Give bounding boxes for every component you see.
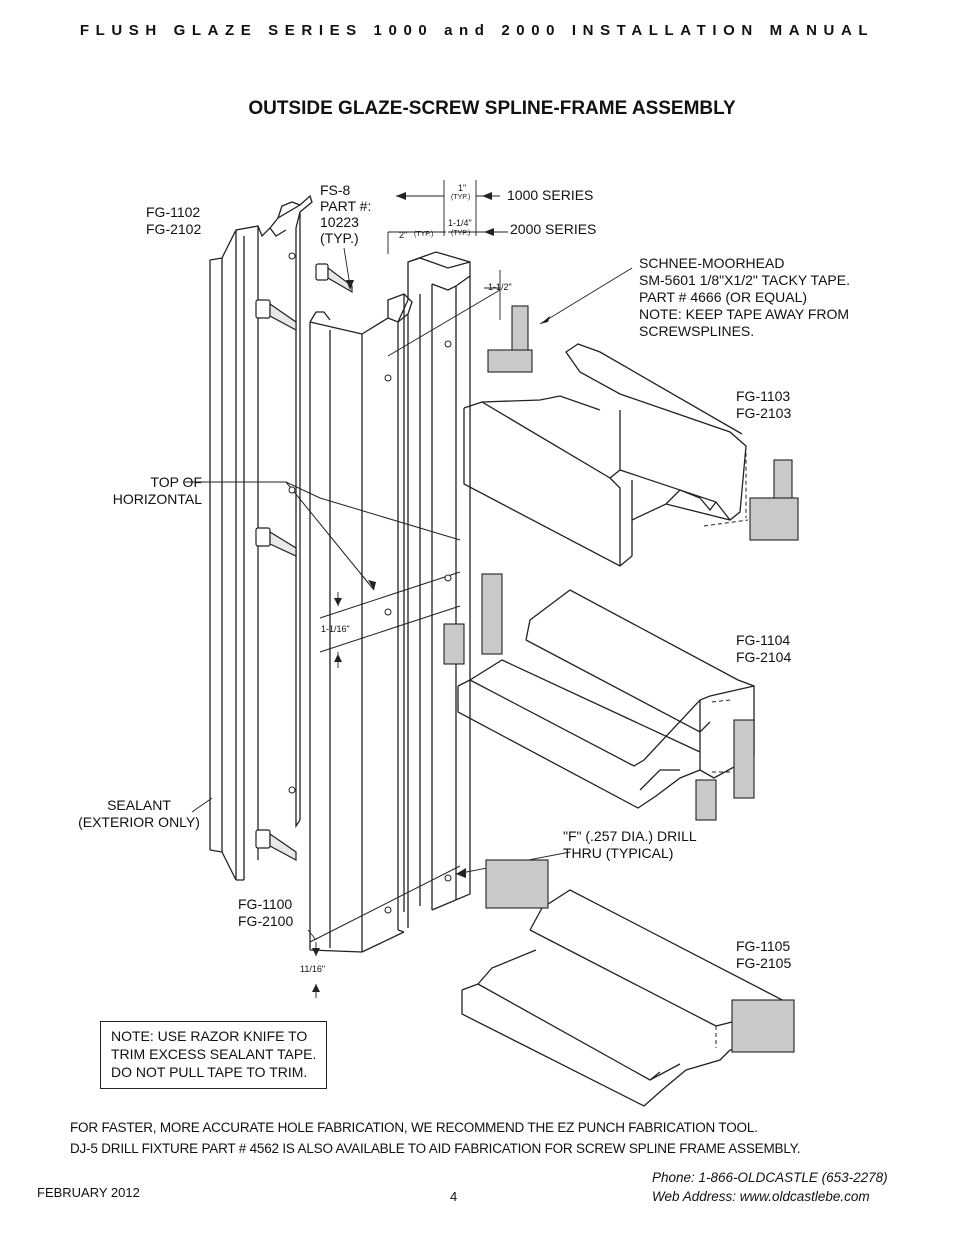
running-header: FLUSH GLAZE SERIES 1000 and 2000 INSTALLATION MANUAL [79, 22, 875, 39]
dim-1-14: 1-1/4" [448, 218, 472, 228]
footer-web: Web Address: www.oldcastlebe.com [652, 1189, 870, 1204]
screw-spline-bolt [256, 830, 296, 860]
label-tacky-tape: SCHNEE-MOORHEAD SM-5601 1/8"X1/2" TACKY TAPE. PART # 4666 (OR EQUAL) NOTE: KEEP TAPE AWAY FROM SCREWSPLINES. [639, 255, 850, 339]
screw-spline-bolt [256, 528, 296, 556]
label-fs8: FS-8 PART #: 10223 (TYP.) [320, 182, 372, 246]
mullion-top-channel [408, 252, 470, 910]
fs8-screw [316, 264, 352, 292]
note-box: NOTE: USE RAZOR KNIFE TO TRIM EXCESS SEALANT TAPE. DO NOT PULL TAPE TO TRIM. [100, 1021, 327, 1089]
tape-piece [734, 720, 754, 798]
label-fg1102: FG-1102 FG-2102 [146, 204, 202, 237]
label-1000-series: 1000 SERIES [507, 187, 594, 203]
tape-piece [444, 624, 464, 664]
dim-1in: 1" [458, 183, 467, 193]
label-top-of-horizontal: TOP OF HORIZONTAL [112, 474, 202, 507]
label-drill: "F" (.257 DIA.) DRILL THRU (TYPICAL) [563, 828, 697, 861]
mullion-fg1100 [310, 294, 412, 952]
dim-11-16: 11/16" [300, 964, 326, 974]
top-of-horizontal-leader [185, 482, 460, 540]
label-sealant: SEALANT (EXTERIOR ONLY) [78, 797, 200, 830]
tape-piece [732, 1000, 794, 1052]
tape-piece [488, 350, 532, 372]
jamb-fg1102-outline [210, 258, 222, 852]
footer-phone: Phone: 1-866-OLDCASTLE (653-2278) [652, 1170, 888, 1185]
tape-piece [482, 574, 502, 654]
footer-line-1: FOR FASTER, MORE ACCURATE HOLE FABRICATION, WE RECOMMEND THE EZ PUNCH FABRICATION TOOL. [70, 1120, 758, 1135]
horizontal-fg1105 [462, 890, 792, 1106]
tape-piece [696, 780, 716, 820]
horizontal-fg1103 [464, 344, 746, 566]
footer-line-2: DJ-5 DRILL FIXTURE PART # 4562 IS ALSO AVAILABLE TO AID FABRICATION FOR SCREW SPLINE FRAME ASSEMBLY. [70, 1141, 801, 1156]
dim-1-12: 1-1/2" [488, 282, 512, 292]
footer-date: FEBRUARY 2012 [37, 1185, 140, 1200]
dim-2in: 2" [399, 230, 408, 240]
label-fg1104: FG-1104 FG-2104 [736, 632, 792, 665]
tape-piece [750, 498, 798, 540]
label-fg1103: FG-1103 FG-2103 [736, 388, 792, 421]
label-2000-series: 2000 SERIES [510, 221, 597, 237]
label-fg1105: FG-1105 FG-2105 [736, 938, 792, 971]
dim-1-14-typ: (TYP.) [451, 230, 471, 237]
mullion-fg1100-face [330, 330, 404, 952]
label-fg1100: FG-1100 FG-2100 [238, 896, 294, 929]
dim-1-116: 1-1/16" [321, 624, 350, 634]
dim-1in-typ: (TYP.) [451, 194, 471, 201]
screw-spline-bolt [256, 300, 296, 330]
dim-2in-typ: (TYP.) [414, 231, 434, 238]
tape-piece [486, 860, 548, 908]
page-number: 4 [450, 1189, 458, 1204]
page-title: OUTSIDE GLAZE-SCREW SPLINE-FRAME ASSEMBLY [248, 98, 736, 119]
